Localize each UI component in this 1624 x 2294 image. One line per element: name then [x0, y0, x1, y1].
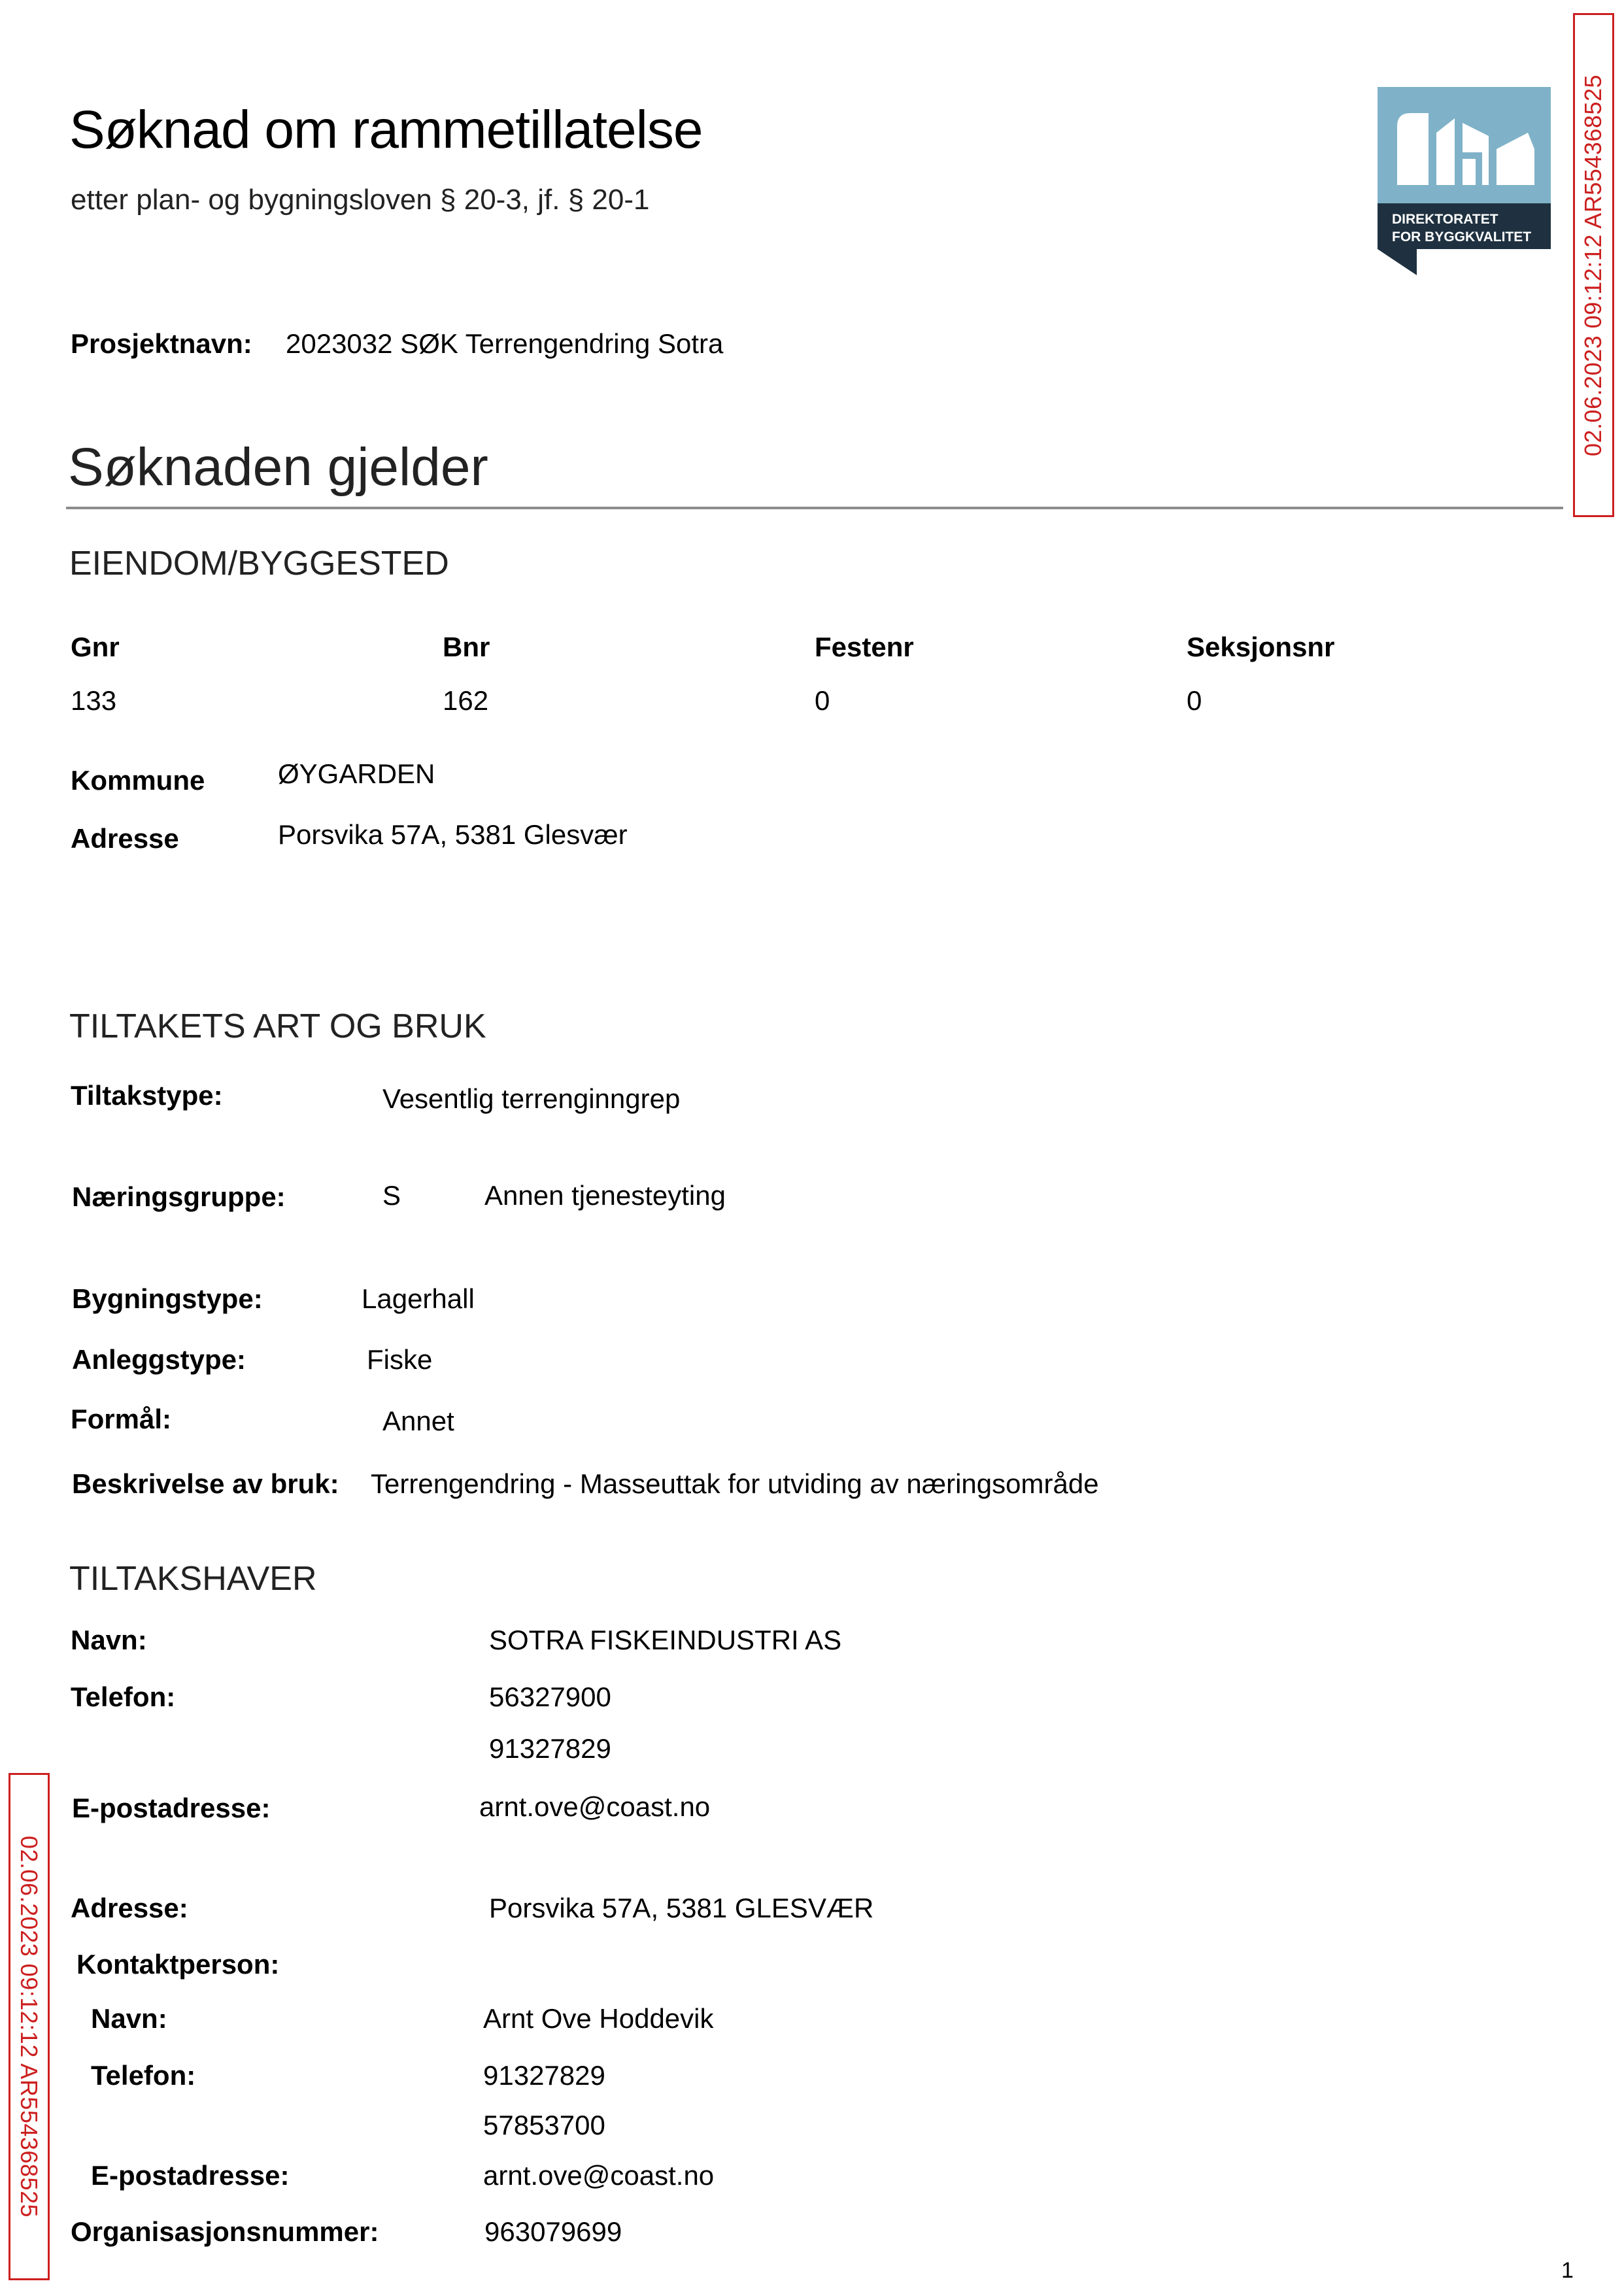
gnr-value: 133: [71, 685, 117, 716]
epost-label: E-postadresse:: [72, 1793, 271, 1823]
beskrivelse-label: Beskrivelse av bruk:: [72, 1468, 339, 1499]
tiltakstype-label: Tiltakstype:: [71, 1080, 223, 1111]
kommune-label: Kommune: [71, 765, 205, 796]
tiltakshaver-adresse-label: Adresse:: [71, 1893, 188, 1923]
adresse-value: Porsvika 57A, 5381 Glesvær: [278, 819, 628, 850]
building-logo-icon: [1378, 87, 1551, 275]
date-stamp-left: [8, 1773, 50, 2280]
bygningstype-label: Bygningstype:: [72, 1283, 263, 1314]
eiendom-heading: EIENDOM/BYGGESTED: [69, 545, 449, 582]
naeringsgruppe-value: Annen tjenesteyting: [484, 1180, 726, 1211]
festenr-label: Festenr: [815, 632, 914, 662]
tiltak-heading: TILTAKETS ART OG BRUK: [69, 1007, 486, 1045]
project-value: 2023032 SØK Terrengendring Sotra: [286, 328, 724, 359]
bnr-value: 162: [443, 685, 489, 716]
navn-value: SOTRA FISKEINDUSTRI AS: [489, 1625, 842, 1655]
anleggstype-value: Fiske: [367, 1344, 433, 1375]
formal-value: Annet: [382, 1406, 454, 1436]
organisasjonsnummer-value: 963079699: [484, 2216, 622, 2247]
kontakt-navn-label: Navn:: [91, 2003, 167, 2034]
stamp-text-left: 02.06.2023 09:12:12 AR554368525: [16, 1835, 43, 2218]
stamp-text-top: 02.06.2023 09:12:12 AR554368525: [1580, 74, 1607, 456]
anleggstype-label: Anleggstype:: [72, 1344, 246, 1375]
organisasjonsnummer-label: Organisasjonsnummer:: [71, 2216, 379, 2247]
tiltakstype-value: Vesentlig terrenginngrep: [382, 1083, 681, 1114]
navn-label: Navn:: [71, 1625, 147, 1655]
naeringsgruppe-label: Næringsgruppe:: [72, 1181, 286, 1212]
festenr-value: 0: [815, 685, 830, 716]
project-label: Prosjektnavn:: [71, 328, 252, 359]
adresse-label: Adresse: [71, 823, 179, 854]
kontakt-navn-value: Arnt Ove Hoddevik: [483, 2003, 714, 2034]
telefon-value-1: 56327900: [489, 1681, 611, 1712]
beskrivelse-value: Terrengendring - Masseuttak for utviding av næringsområde: [371, 1468, 1099, 1499]
seksjonsnr-value: 0: [1187, 685, 1202, 716]
gnr-label: Gnr: [71, 632, 120, 662]
kontakt-telefon-value-1: 91327829: [483, 2060, 605, 2091]
telefon-label: Telefon:: [71, 1681, 176, 1712]
formal-label: Formål:: [71, 1404, 172, 1434]
dibk-logo: [1378, 87, 1551, 275]
page-number: 1: [1561, 2258, 1574, 2283]
logo-line-2: FOR BYGGKVALITET: [1392, 229, 1532, 245]
bnr-label: Bnr: [443, 632, 490, 662]
telefon-value-2: 91327829: [489, 1733, 611, 1764]
document-title: Søknad om rammetillatelse: [69, 100, 703, 160]
tiltakshaver-adresse-value: Porsvika 57A, 5381 GLESVÆR: [489, 1893, 874, 1923]
naeringsgruppe-code: S: [382, 1180, 401, 1211]
document-subtitle: etter plan- og bygningsloven § 20-3, jf. § 20-1: [71, 184, 650, 216]
kontakt-epost-value: arnt.ove@coast.no: [483, 2160, 715, 2191]
logo-line-1: DIREKTORATET: [1392, 212, 1498, 227]
section-title: Søknaden gjelder: [68, 437, 488, 497]
tiltakshaver-heading: TILTAKSHAVER: [69, 1560, 317, 1598]
kontakt-telefon-value-2: 57853700: [483, 2110, 605, 2140]
bygningstype-value: Lagerhall: [362, 1283, 475, 1314]
kommune-value: ØYGARDEN: [278, 758, 435, 789]
kontakt-telefon-label: Telefon:: [91, 2060, 196, 2091]
seksjonsnr-label: Seksjonsnr: [1187, 632, 1335, 662]
section-divider: [66, 507, 1563, 509]
kontakt-epost-label: E-postadresse:: [91, 2160, 290, 2191]
kontaktperson-label: Kontaktperson:: [76, 1949, 280, 1980]
epost-value: arnt.ove@coast.no: [479, 1791, 711, 1822]
date-stamp-top: [1573, 13, 1614, 517]
